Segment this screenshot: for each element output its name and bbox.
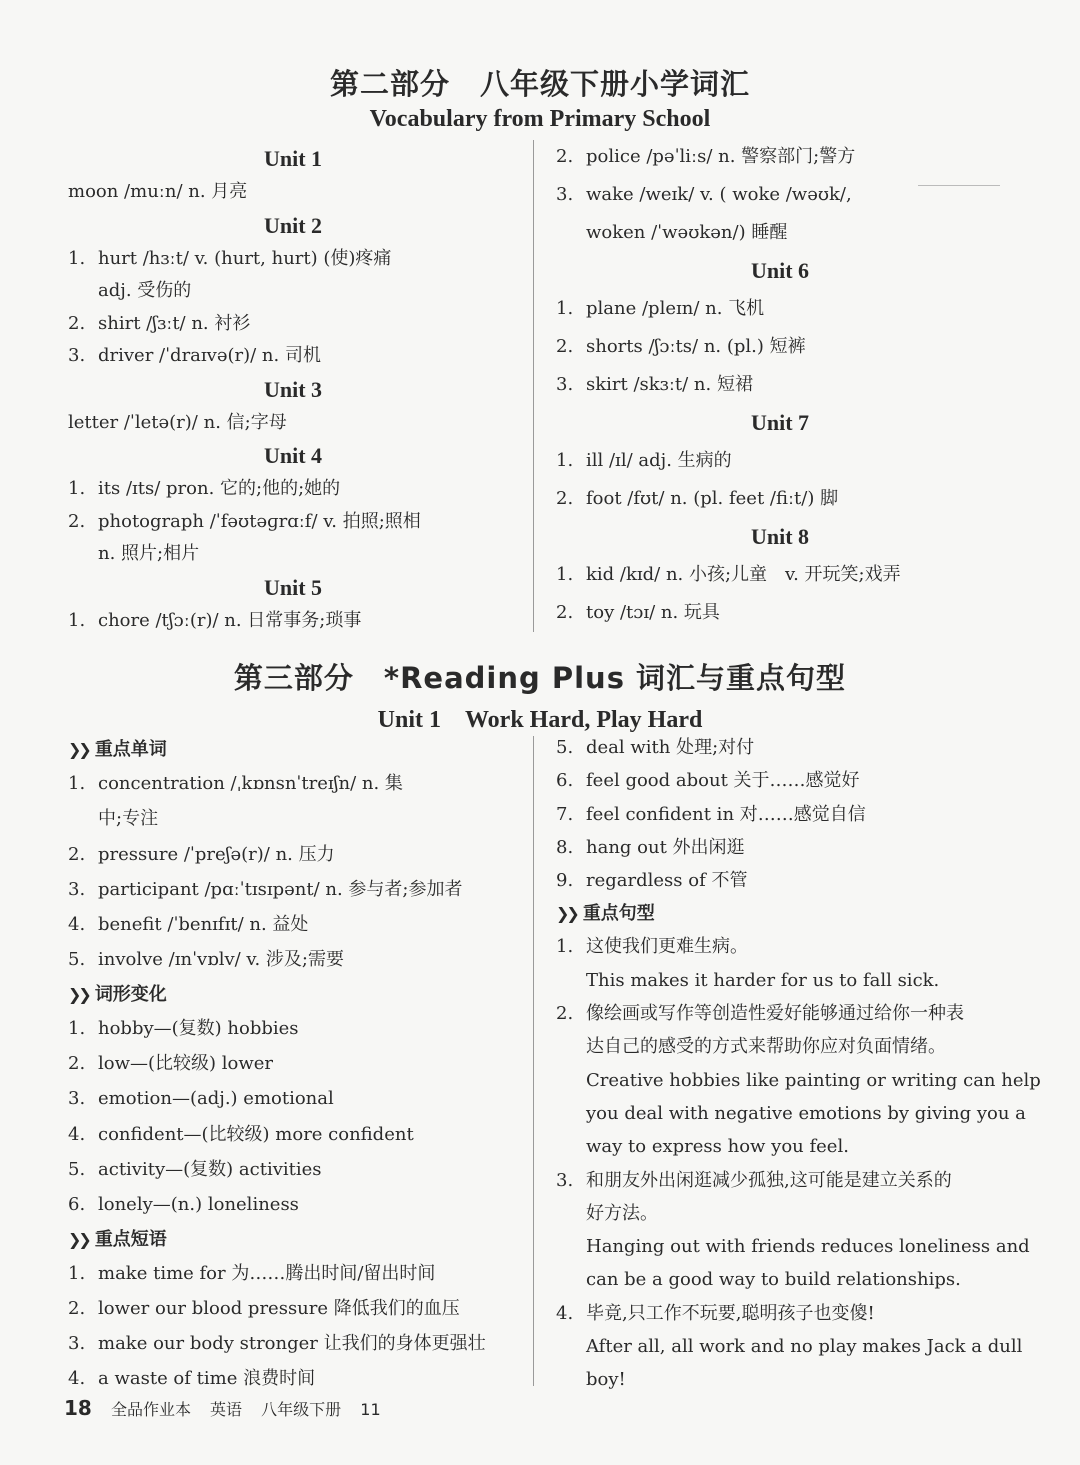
entry-line	[556, 764, 1016, 797]
entry-number: 6.	[556, 770, 574, 792]
entry-text: wake /weɪk/ v. ( woke /wəʊk/,	[586, 184, 852, 205]
page-footer	[64, 1396, 381, 1420]
entry-text: police /pəˈliːs/ n. 警察部门;警方	[586, 146, 856, 167]
entry-line	[556, 176, 1016, 214]
entry-line	[556, 798, 1016, 831]
entry-text: 好方法。	[586, 1202, 658, 1224]
entry-number: 9.	[556, 870, 574, 892]
entry-line	[556, 1330, 1023, 1363]
entry-number: 3.	[68, 1333, 86, 1355]
entry-line	[68, 340, 518, 373]
entry-number: 1.	[556, 564, 574, 585]
grade-name: 八年级下册	[261, 1400, 342, 1419]
entry-text: foot /fʊt/ n. (pl. feet /fiːt/) 脚	[586, 488, 839, 509]
entry-text: Creative hobbies like painting or writing can help	[586, 1069, 1041, 1091]
subject-name: 英语	[210, 1400, 243, 1419]
entry-number: 4.	[68, 1123, 86, 1145]
entry-line	[68, 1081, 523, 1116]
entry-text: 达自己的感受的方式来帮助你应对负面情绪。	[586, 1036, 946, 1058]
entry-text: moon /muːn/ n. 月亮	[68, 181, 248, 202]
entry-text: plane /pleɪn/ n. 飞机	[586, 298, 765, 319]
entry-text: confident—(比较级) more confident	[98, 1123, 414, 1145]
entry-text: This makes it harder for us to fall sick.	[586, 969, 940, 991]
section-subheading	[68, 733, 523, 766]
entry-line	[556, 1363, 1016, 1396]
entry-line	[68, 1291, 523, 1326]
entry-line	[556, 1030, 1016, 1063]
decorative-rule	[918, 185, 1000, 186]
entry-line	[556, 1297, 1016, 1330]
part3-column-divider	[533, 736, 534, 1386]
entry-number: 6.	[68, 1194, 86, 1216]
entry-line	[556, 864, 1016, 897]
entry-number: 2.	[556, 1003, 574, 1025]
double-chevron-icon: ❯❯	[556, 904, 577, 924]
entry-number: 3.	[68, 1088, 86, 1110]
entry-number: 2.	[556, 146, 574, 167]
entry-number: 2.	[68, 312, 86, 334]
entry-text: letter /ˈletə(r)/ n. 信;字母	[68, 411, 287, 433]
entry-number: 3.	[68, 345, 86, 366]
entry-line	[556, 1197, 1016, 1230]
entry-number: 5.	[68, 949, 86, 971]
unit-heading: Unit 1	[263, 146, 323, 171]
entry-line	[68, 1187, 523, 1222]
entry-number: 7.	[556, 803, 574, 825]
double-chevron-icon: ❯❯	[68, 984, 89, 1004]
entry-number: 1.	[68, 478, 86, 499]
part3-right-column	[556, 731, 1041, 1397]
entry-number: 4.	[68, 1368, 86, 1390]
entry-line	[68, 1361, 523, 1396]
unit-heading: Unit 3	[263, 376, 323, 402]
entry-line	[68, 275, 518, 308]
entry-text: you deal with negative emotions by giving you a	[586, 1102, 1026, 1124]
entry-text: lonely—(n.) loneliness	[98, 1194, 299, 1216]
entry-line	[68, 1046, 523, 1081]
entry-number: 2.	[68, 510, 86, 532]
entry-text: 和朋友外出闲逛减少孤独,这可能是建立关系的	[586, 1169, 952, 1191]
entry-number: 2.	[556, 602, 574, 623]
entry-text: pressure /ˈpreʃə(r)/ n. 压力	[98, 843, 335, 865]
entry-line	[556, 1230, 1030, 1263]
unit-heading: Unit 6	[750, 258, 810, 283]
entry-line	[68, 1117, 523, 1152]
subheading-label: 词形变化	[94, 983, 167, 1005]
entry-line	[68, 1152, 523, 1187]
entry-line	[556, 731, 1016, 764]
entry-line	[556, 1130, 1016, 1163]
entry-text: regardless of 不管	[586, 870, 748, 892]
entry-line	[556, 831, 1016, 864]
entry-line	[556, 1164, 1016, 1197]
entry-line	[556, 1263, 1016, 1296]
part3-left-column	[68, 733, 523, 1397]
entry-text: shirt /ʃɜːt/ n. 衬衫	[98, 312, 251, 334]
entry-text: photograph /ˈfəʊtəɡrɑːf/ v. 拍照;照相	[98, 510, 421, 532]
entry-number: 1.	[68, 1262, 86, 1284]
entry-text: boy!	[586, 1369, 626, 1391]
entry-number: 1.	[68, 247, 86, 269]
entry-text: benefit /ˈbenɪfɪt/ n. 益处	[98, 914, 309, 936]
entry-line	[68, 766, 523, 801]
entry-number: 8.	[556, 836, 574, 858]
entry-text: feel good about 关于……感觉好	[586, 770, 860, 792]
entry-number: 3.	[556, 184, 574, 205]
entry-line	[556, 594, 1016, 632]
entry-text: participant /pɑːˈtɪsɪpənt/ n. 参与者;参加者	[98, 878, 463, 900]
entry-text: skirt /skɜːt/ n. 短裙	[586, 374, 753, 395]
entry-text: After all, all work and no play makes Jack a dull	[586, 1336, 1023, 1358]
entry-text: make our body stronger 让我们的身体更强壮	[98, 1333, 486, 1355]
entry-text: driver /ˈdraɪvə(r)/ n. 司机	[98, 345, 321, 366]
entry-number: 1.	[68, 1017, 86, 1039]
entry-text: chore /tʃɔː(r)/ n. 日常事务;琐事	[98, 609, 362, 631]
part3-title: 第三部分 *Reading Plus 词汇与重点句型	[233, 661, 847, 695]
entry-text: hobby—(复数) hobbies	[98, 1017, 299, 1039]
part2-title: 第二部分 八年级下册小学词汇	[329, 67, 750, 101]
part2-subtitle: Vocabulary from Primary School	[369, 106, 711, 132]
entry-line	[68, 605, 518, 638]
double-chevron-icon: ❯❯	[68, 1229, 89, 1249]
entry-number: 2.	[68, 1053, 86, 1075]
part2-left-column	[68, 142, 518, 637]
entry-text: can be a good way to build relationships.	[586, 1269, 961, 1291]
entry-line	[556, 556, 1016, 594]
part2-right-column	[556, 138, 1016, 632]
entry-text: a waste of time 浪费时间	[98, 1368, 316, 1390]
double-chevron-icon: ❯❯	[68, 740, 89, 759]
entry-text: hurt /hɜːt/ v. (hurt, hurt) (使)疼痛	[98, 247, 392, 269]
entry-text: woken /ˈwəʊkən/) 睡醒	[586, 222, 788, 243]
entry-text: Hanging out with friends reduces loneliness and	[586, 1236, 1030, 1258]
entry-line	[556, 214, 1016, 252]
entry-text: 这使我们更难生病。	[586, 936, 748, 958]
entry-line	[556, 442, 1016, 480]
book-name: 全品作业本	[110, 1400, 191, 1419]
entry-number: 4.	[68, 914, 86, 936]
entry-line	[68, 506, 518, 539]
entry-number: 5.	[68, 1158, 86, 1180]
entry-line	[556, 930, 1016, 963]
entry-number: 1.	[68, 773, 86, 794]
entry-text: way to express how you feel.	[586, 1136, 849, 1158]
entry-line	[68, 538, 518, 571]
entry-text: make time for 为……腾出时间/留出时间	[98, 1262, 436, 1284]
entry-text: activity—(复数) activities	[98, 1158, 322, 1180]
entry-text: lower our blood pressure 降低我们的血压	[98, 1297, 460, 1319]
entry-text: shorts /ʃɔːts/ n. (pl.) 短裤	[586, 336, 806, 357]
entry-line	[556, 1064, 1041, 1097]
entry-line	[68, 1326, 523, 1361]
entry-text: toy /tɔɪ/ n. 玩具	[586, 602, 720, 623]
unit-heading: Unit 4	[263, 443, 323, 468]
entry-line	[68, 473, 518, 506]
entry-line	[68, 837, 523, 872]
unit-heading: Unit 2	[263, 212, 323, 238]
entry-text: ill /ɪl/ adj. 生病的	[586, 450, 732, 471]
entry-number: 2.	[68, 1297, 86, 1319]
entry-text: deal with 处理;对付	[586, 737, 755, 758]
entry-line	[68, 243, 518, 276]
entry-number: 2.	[556, 336, 574, 357]
entry-line	[68, 942, 523, 977]
subheading-label: 重点单词	[94, 739, 167, 760]
entry-text: feel confident in 对……感觉自信	[586, 803, 866, 825]
entry-text: 中;专注	[98, 808, 159, 830]
entry-text: emotion—(adj.) emotional	[98, 1088, 334, 1110]
entry-text: concentration /ˌkɒnsnˈtreɪʃn/ n. 集	[98, 773, 403, 794]
section-subheading	[68, 1223, 523, 1256]
entry-text: involve /ɪnˈvɒlv/ v. 涉及;需要	[98, 949, 344, 971]
entry-text: 像绘画或写作等创造性爱好能够通过给你一种表	[586, 1003, 964, 1025]
subheading-label: 重点短语	[94, 1228, 167, 1250]
entry-line	[68, 407, 518, 440]
entry-text: 毕竟,只工作不玩要,聪明孩子也变傻!	[586, 1302, 875, 1324]
entry-number: 3.	[556, 1169, 574, 1191]
entry-line	[556, 290, 1016, 328]
entry-text: n. 照片;相片	[98, 543, 200, 564]
entry-line	[556, 997, 1016, 1030]
entry-number: 3.	[556, 374, 574, 395]
subheading-label: 重点句型	[582, 903, 655, 925]
part3-subtitle: Unit 1 Work Hard, Play Hard	[377, 707, 703, 733]
unit-heading: Unit 8	[750, 524, 810, 549]
entry-text: kid /kɪd/ n. 小孩;儿童 v. 开玩笑;戏弄	[586, 564, 901, 585]
entry-text: adj. 受伤的	[98, 280, 192, 301]
entry-text: low—(比较级) lower	[98, 1053, 274, 1075]
entry-line	[68, 1256, 523, 1291]
entry-line	[556, 366, 1016, 404]
part2-column-divider	[533, 140, 534, 632]
entry-number: 4.	[556, 1302, 574, 1324]
entry-line	[68, 872, 523, 907]
entry-number: 2.	[68, 843, 86, 865]
entry-number: 3.	[68, 878, 86, 900]
entry-line	[556, 480, 1016, 518]
entry-line	[68, 176, 518, 209]
page-number: 18	[64, 1396, 92, 1420]
section-subheading	[556, 897, 1016, 930]
unit-heading: Unit 5	[263, 574, 323, 600]
entry-line	[556, 328, 1016, 366]
entry-number: 2.	[556, 488, 574, 509]
entry-number: 1.	[68, 609, 86, 631]
entry-line	[68, 801, 523, 836]
entry-line	[68, 308, 518, 341]
unit-heading: Unit 7	[750, 410, 810, 435]
entry-text: hang out 外出闲逛	[586, 836, 745, 858]
entry-line	[68, 907, 523, 942]
entry-line	[556, 964, 1016, 997]
entry-number: 1.	[556, 450, 574, 471]
section-subheading	[68, 978, 523, 1011]
entry-number: 1.	[556, 298, 574, 319]
entry-line	[556, 138, 1016, 176]
entry-line	[556, 1097, 1026, 1130]
page-code: 11	[360, 1400, 381, 1419]
entry-line	[68, 1011, 523, 1046]
entry-number: 1.	[556, 936, 574, 958]
entry-text: its /ɪts/ pron. 它的;他的;她的	[98, 478, 341, 499]
entry-number: 5.	[556, 737, 574, 758]
